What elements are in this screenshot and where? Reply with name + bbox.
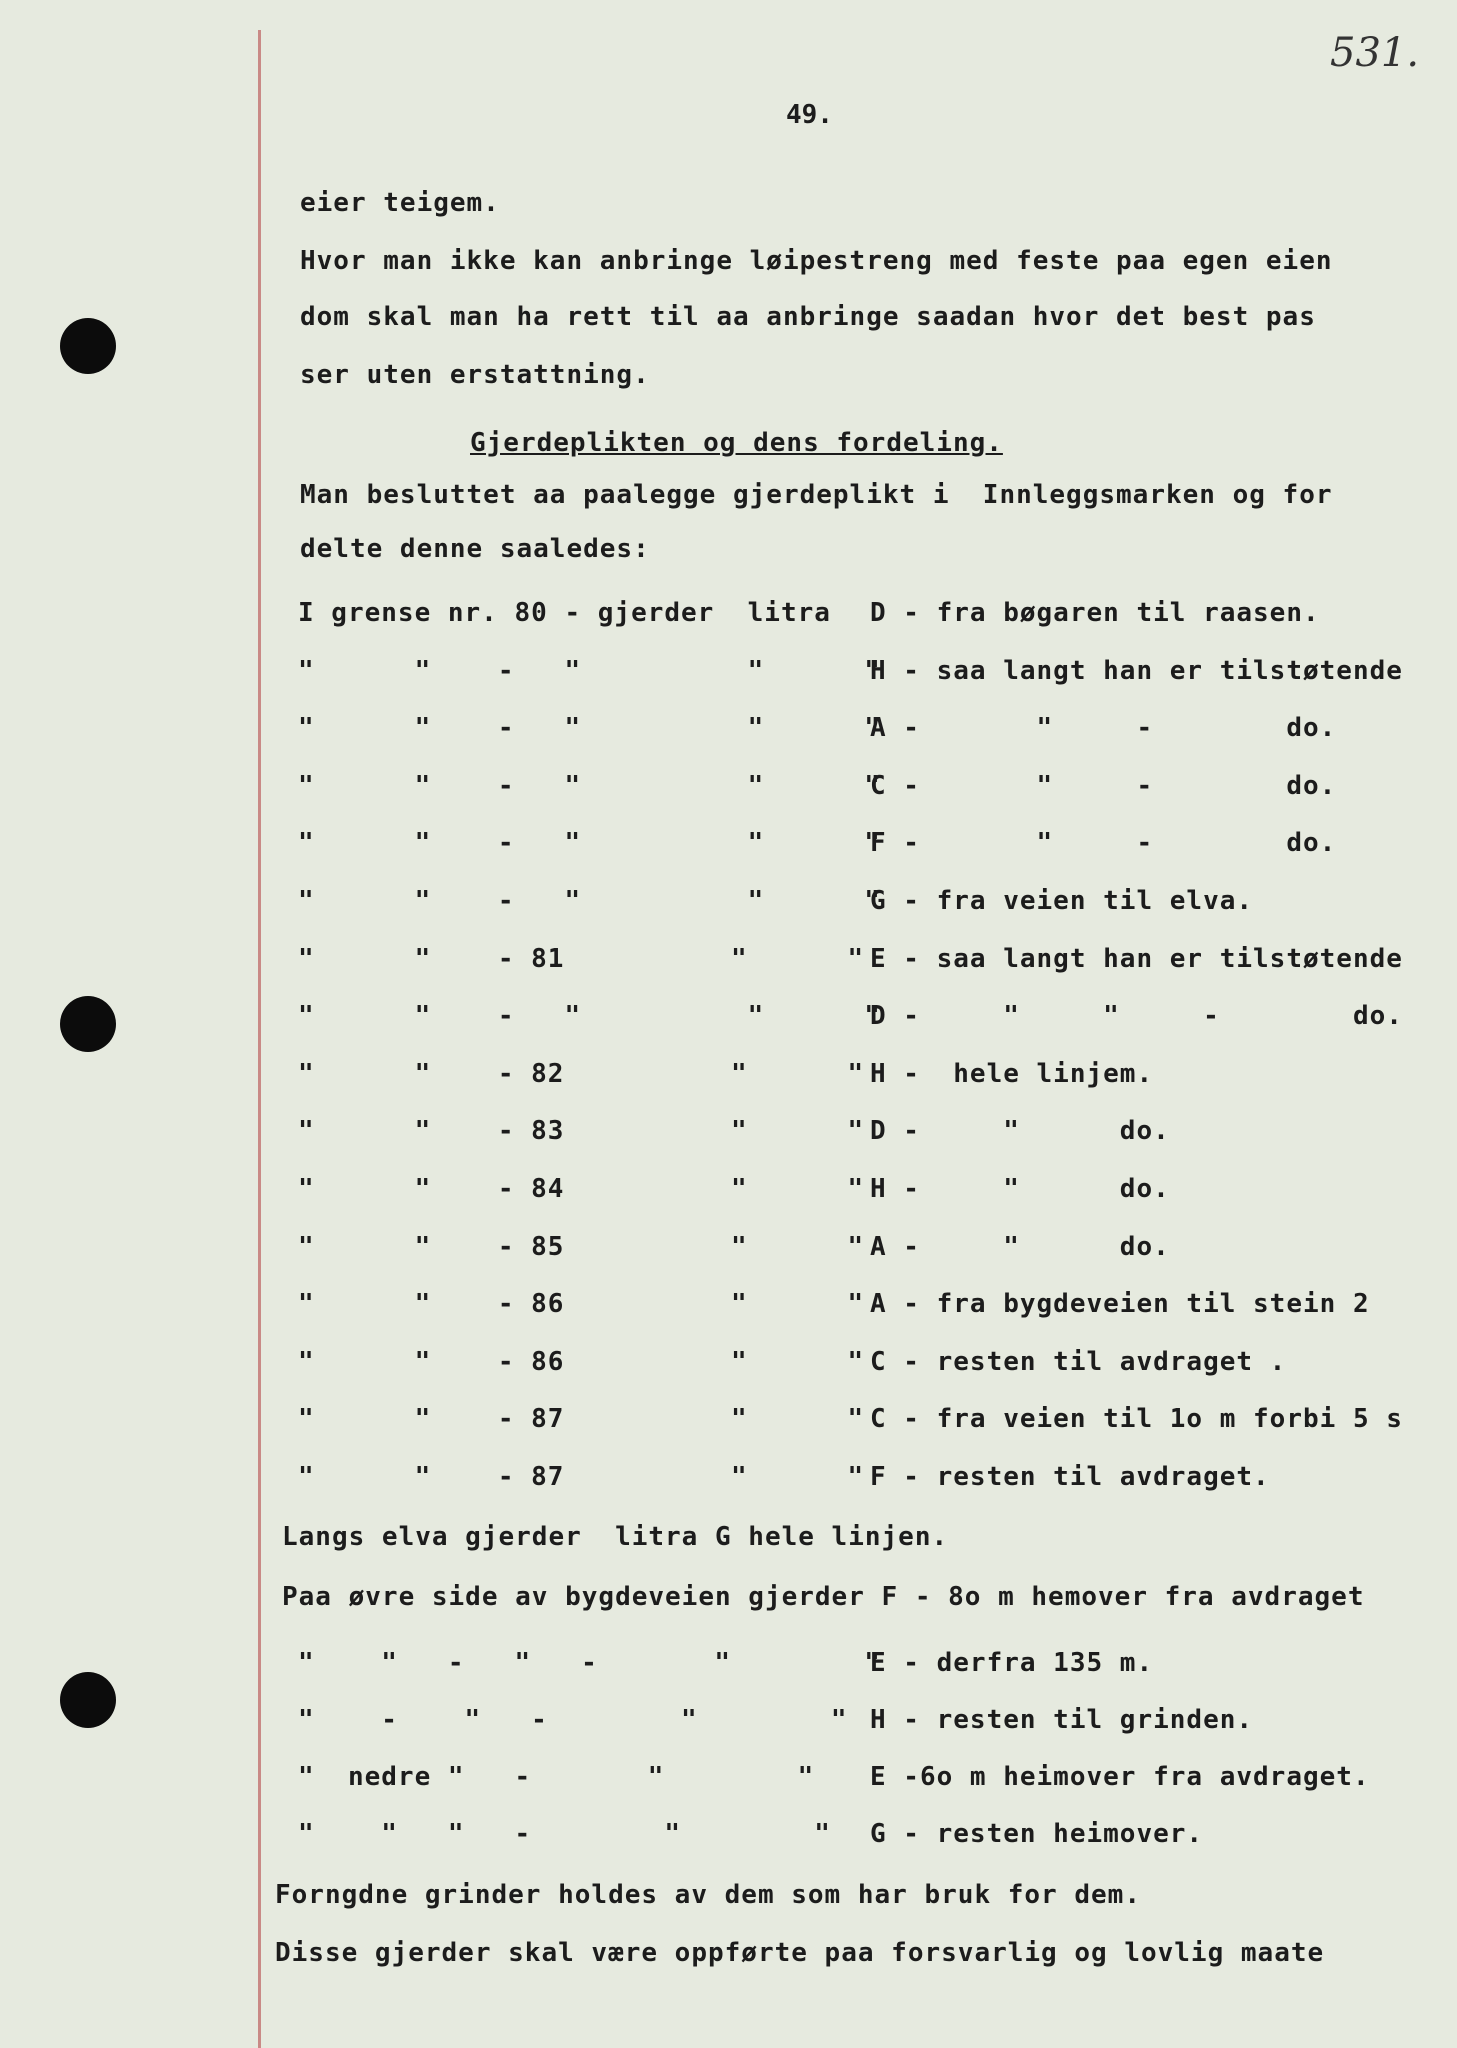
row-label: " " - " " " — [298, 713, 881, 744]
row-text: A - fra bygdeveien til stein 2 — [870, 1289, 1370, 1320]
row-label: " " - " " " — [298, 770, 881, 801]
row-text: D - " do. — [870, 1116, 1170, 1147]
margin-rule — [258, 30, 261, 2048]
row-text: E - saa langt han er tilstøtende — [870, 943, 1403, 974]
row-text: H - hele linjem. — [870, 1058, 1154, 1089]
row-text: A - " - do. — [870, 713, 1337, 744]
row-label: " " - 84 " " — [298, 1174, 865, 1204]
row-text: G - fra veien til elva. — [870, 886, 1254, 916]
row-label: " nedre " - " " — [298, 1762, 815, 1792]
row-label: " " - 86 " " — [298, 1346, 865, 1377]
row-text: A - " do. — [870, 1231, 1170, 1262]
row-text: E -6o m heimover fra avdraget. — [870, 1762, 1370, 1792]
punch-hole — [60, 318, 116, 374]
row-label: " " - 86 " " — [298, 1289, 865, 1320]
row-label: I grense nr. 80 - gjerder litra — [298, 598, 831, 628]
row-text: H - saa langt han er tilstøtende — [870, 655, 1403, 686]
text-line: Hvor man ikke kan anbringe løipestreng med feste paa egen eien — [300, 246, 1333, 276]
row-text: D - fra bøgaren til raasen. — [870, 598, 1320, 628]
text-line: delte denne saaledes: — [300, 534, 650, 564]
row-text: G - resten heimover. — [870, 1819, 1204, 1849]
text-line: eier teigem. — [300, 188, 500, 218]
row-label: " " - " " " — [298, 828, 881, 859]
row-label: " " - " " " — [298, 1001, 881, 1032]
page-number: 49. — [786, 100, 833, 130]
text-line: ser uten erstattning. — [300, 360, 650, 390]
text-line: dom skal man ha rett til aa anbringe saadan hvor det best pas — [300, 302, 1316, 332]
row-text: C - " - do. — [870, 770, 1337, 801]
text-line: Forngdne grinder holdes av dem som har bruk for dem. — [275, 1880, 1141, 1910]
row-text: F - resten til avdraget. — [870, 1462, 1270, 1492]
row-text: H - resten til grinden. — [870, 1705, 1254, 1735]
row-label: " " - 87 " " — [298, 1462, 865, 1492]
row-label: " " - " " " — [298, 886, 881, 916]
row-label: " " - " " " — [298, 655, 881, 686]
text-line: Paa øvre side av bygdeveien gjerder F - 8o m hemover fra avdraget — [282, 1582, 1365, 1612]
row-text: C - resten til avdraget . — [870, 1346, 1287, 1377]
row-label: " " - 82 " " — [298, 1058, 865, 1089]
row-label: " " - 81 " " — [298, 943, 865, 974]
punch-hole — [60, 1672, 116, 1728]
text-line: Disse gjerder skal være oppførte paa forsvarlig og lovlig maate — [275, 1938, 1325, 1968]
punch-hole — [60, 996, 116, 1052]
row-label: " " - 85 " " — [298, 1231, 865, 1262]
row-label: " - " - " " — [298, 1705, 848, 1735]
row-label: " " " - " " — [298, 1819, 831, 1849]
row-label: " " - " - " " — [298, 1648, 881, 1678]
row-label: " " - 87 " " — [298, 1404, 865, 1435]
row-text: C - fra veien til 1o m forbi 5 s — [870, 1404, 1403, 1435]
row-text: F - " - do. — [870, 828, 1337, 859]
row-text: E - derfra 135 m. — [870, 1648, 1154, 1678]
row-text: H - " do. — [870, 1174, 1170, 1204]
row-label: " " - 83 " " — [298, 1116, 865, 1147]
section-heading: Gjerdeplikten og dens fordeling. — [470, 428, 1003, 458]
text-line: Langs elva gjerder litra G hele linjen. — [282, 1522, 949, 1552]
text-line: Man besluttet aa paalegge gjerdeplikt i Innleggsmarken og for — [300, 480, 1333, 510]
folio-number: 531. — [1330, 30, 1420, 76]
row-text: D - " " - do. — [870, 1001, 1403, 1032]
